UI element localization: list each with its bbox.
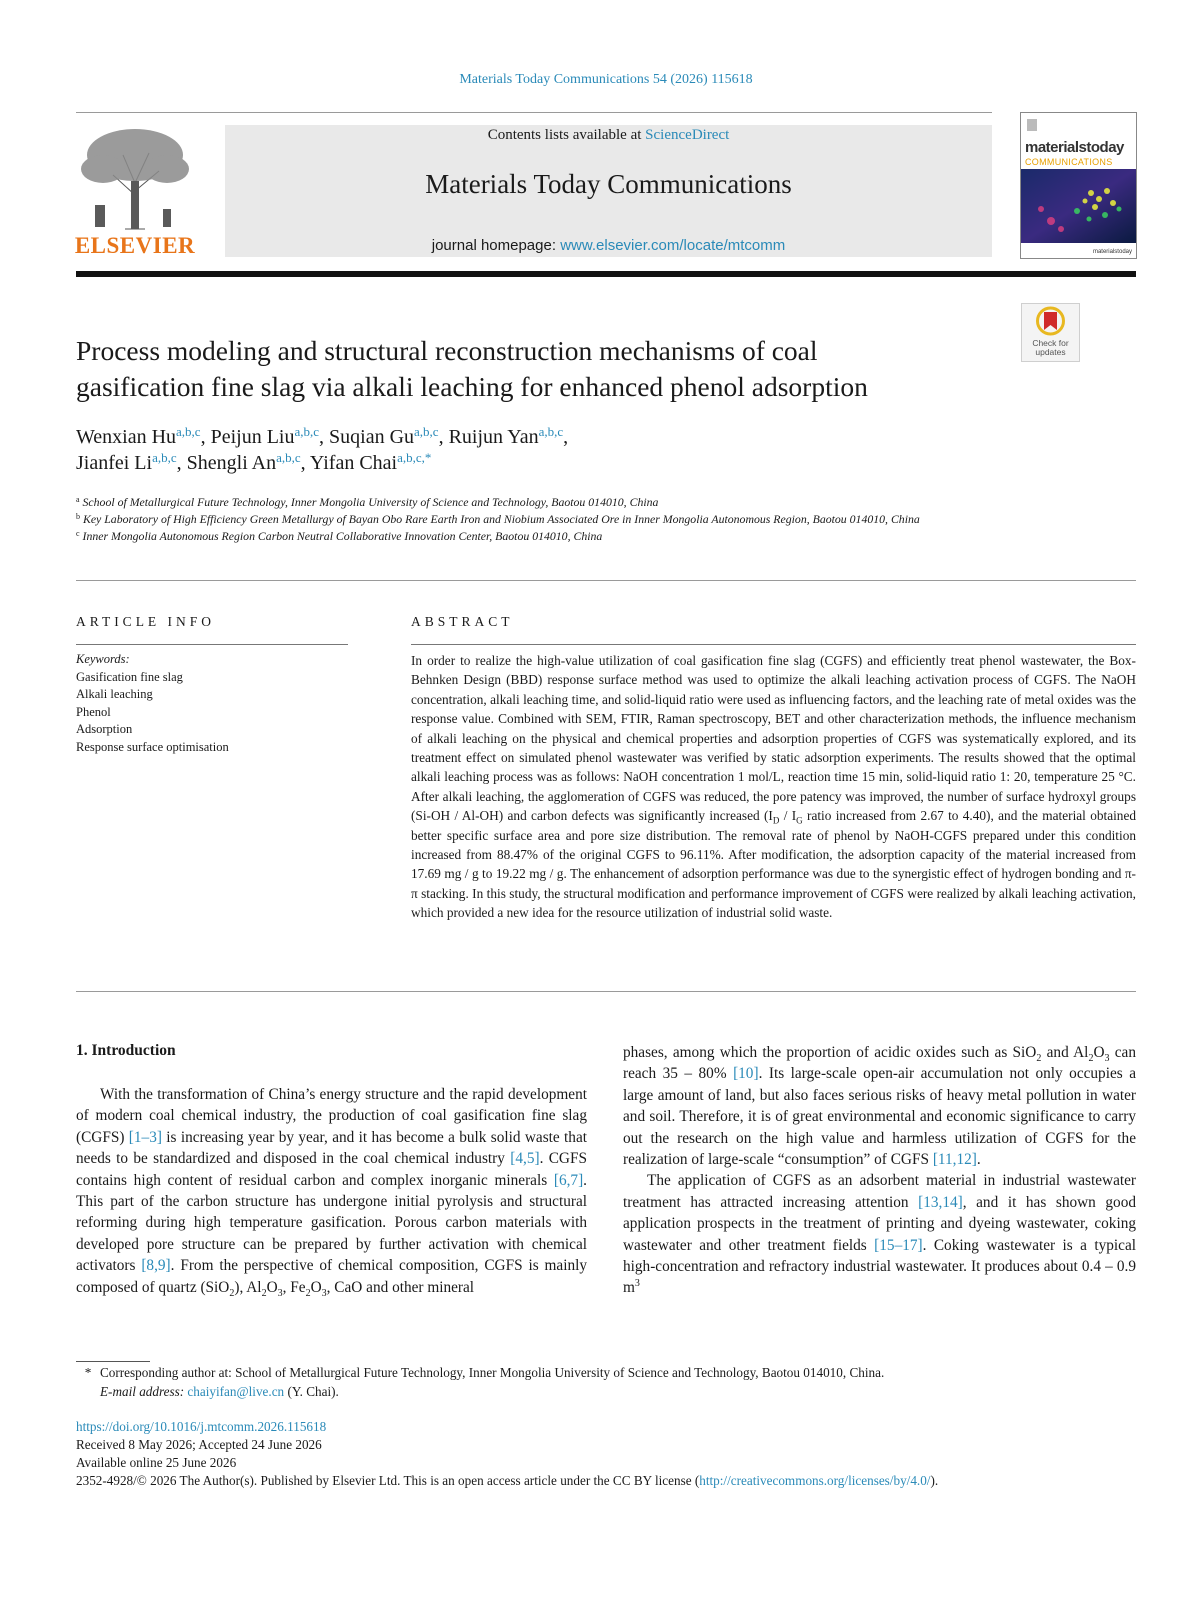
available-online: Available online 25 June 2026 (76, 1455, 237, 1470)
keyword-item: Phenol (76, 704, 111, 719)
affiliation-item (76, 494, 976, 511)
homepage-prefix: journal homepage: (431, 237, 561, 254)
author-affiliation-marks[interactable]: a,b,c,* (397, 450, 432, 465)
author-list (76, 424, 976, 476)
subscript: 2 (305, 1287, 311, 1299)
citation-link[interactable]: [10] (733, 1065, 759, 1083)
body-text: and Al (1041, 1044, 1089, 1061)
subscript: 2 (1088, 1053, 1094, 1065)
cover-corner-icon (1025, 117, 1041, 133)
body-text: . Coking wastewater is a typical high-concentration and refractory industrial wastewater. It produces about 0.4 – 0.9 m (623, 1236, 1136, 1297)
citation-link[interactable]: [6,7] (553, 1171, 584, 1189)
sciencedirect-link[interactable]: ScienceDirect (645, 127, 730, 143)
author-name[interactable]: Shengli An (186, 452, 277, 474)
check-for-updates-text (1022, 339, 1079, 357)
author-separator: , (300, 452, 310, 474)
contents-line (225, 127, 992, 144)
superscript: 3 (634, 1278, 640, 1290)
author-separator: , (438, 426, 449, 448)
subscript: 2 (229, 1287, 235, 1299)
email-line (76, 1382, 1136, 1401)
affiliation-text: School of Metallurgical Future Technology, Inner Mongolia University of Science and Technology, Baotou 014010, China (82, 495, 659, 509)
body-text: can reach 35 – 80% (623, 1044, 1136, 1083)
affiliation-mark: b (76, 512, 80, 521)
journal-banner (225, 125, 992, 257)
email-suffix: (Y. Chai). (284, 1384, 339, 1399)
abstract-subscript: D (772, 815, 780, 826)
abstract-part: ratio increased from 2.67 to 4.40), and the material obtained better specific surface area and pore size distribution. The removal rate of phenol by NaOH-CGFS prepared under this condition increased from 88.47% of the original CGFS to 96.11%. After modification, the adsorption capacity of the material increased from 17.69 mg / g to 19.22 mg / g. The enhancement of adsorption performance was due to the synergistic effect of hydrogen bonding and π-π stacking. In this study, the structural modification and performance improvement of CGFS were realized by alkali leaching activation, which provided a new idea for the resource utilization of industrial solid waste. (411, 808, 1136, 921)
affiliation-text: Inner Mongolia Autonomous Region Carbon Neutral Collaborative Innovation Center, Baotou 014010, China (82, 529, 603, 543)
abstract-part: In order to realize the high-value utilization of coal gasification fine slag (CGFS) and efficiently treat phenol wastewater, the Box-Behnken Design (BBD) response surface method was used to optimize the alkali leaching activation process of CGFS. The NaOH concentration, alkali leaching time, and solid-liquid ratio were used as influencing factors, and the leaching rate of metal oxides was the response value. Combined with SEM, FTIR, Raman spectroscopy, BET and other characterization methods, the influence mechanism of alkali leaching on the physical and chemical properties and adsorption properties of CGFS was systematically explored, and its treatment effect on simulated phenol wastewater was verified by static adsorption experiments. The results showed that the optimal alkali leaching process was as follows: NaOH concentration 1 mol/L, reaction time 15 min, solid-liquid ratio 1: 20, temperature 25 °C. After alkali leaching, the agglomeration of CGFS was reduced, the pore patency was improved, the number of surface hydroxyl groups (Si-OH / Al-OH) and carbon defects was significantly increased (I (411, 653, 1136, 824)
author-affiliation-marks[interactable]: a,b,c (414, 424, 439, 439)
subscript: 2 (1036, 1053, 1042, 1065)
abstract-text (411, 651, 1136, 923)
keyword-item: Adsorption (76, 722, 133, 736)
abstract-rule (411, 644, 1136, 645)
tree-icon (73, 125, 197, 233)
journal-cover[interactable] (1020, 112, 1137, 259)
license-suffix: ). (930, 1473, 939, 1488)
title-line2: gasification fine slag via alkali leaching for enhanced phenol adsorption (76, 371, 868, 402)
footnote-line (76, 1363, 1136, 1382)
header-rule (76, 112, 992, 113)
check-line1: Check for (1032, 338, 1069, 348)
journal-title: Materials Today Communications (425, 169, 792, 199)
body-text: ), Al (234, 1278, 262, 1296)
footnote-text: Corresponding author at: School of Metallurgical Future Technology, Inner Mongolia University of Science and Technology, Baotou 014010, China. (100, 1365, 885, 1380)
keywords-label: Keywords: (76, 652, 130, 666)
body-text: . This part of the carbon structure has undergone initial pyrolysis and structural reforming during high temperature gasification. Porous carbon materials with developed pore structure can be prepared by further activation with chemical activators (76, 1171, 587, 1275)
author-separator: , (563, 426, 569, 448)
homepage-link[interactable]: www.elsevier.com/locate/mtcomm (560, 237, 786, 254)
footnote-rule (76, 1361, 150, 1362)
body-column-right (623, 1042, 1136, 1299)
bookmark-icon (1022, 304, 1079, 340)
check-line2: updates (1035, 347, 1066, 357)
body-text: With the transformation of China’s energy structure and the rapid development of modern coal chemical industry, the production of coal gasification fine slag (CGFS) (76, 1086, 587, 1146)
subscript: 2 (261, 1287, 267, 1299)
body-text: O (266, 1278, 278, 1296)
abstract-end-rule (76, 991, 1136, 992)
abstract-heading: ABSTRACT (411, 614, 514, 629)
author-affiliation-marks[interactable]: a,b,c (276, 450, 301, 465)
abstract-part: / I (779, 808, 797, 824)
body-text: , CaO and other mineral (326, 1278, 475, 1296)
check-for-updates-badge[interactable] (1021, 303, 1080, 362)
body-text: , Fe (282, 1278, 306, 1296)
subscript: 3 (321, 1287, 327, 1299)
journal-reference[interactable]: Materials Today Communications 54 (2026) 115618 (459, 72, 753, 87)
license-link[interactable]: http://creativecommons.org/licenses/by/4.0/ (699, 1473, 931, 1488)
body-text: . From the perspective of chemical composition, CGFS is mainly composed of quartz (SiO (76, 1257, 587, 1296)
doi-link[interactable]: https://doi.org/10.1016/j.mtcomm.2026.115618 (76, 1419, 327, 1434)
license-prefix: 2352-4928/© 2026 The Author(s). Published by Elsevier Ltd. This is an open access article under the CC BY license ( (76, 1473, 700, 1488)
body-column-left (76, 1084, 587, 1298)
license-line (76, 1472, 1146, 1490)
body-text: . Its large-scale open-air accumulation not only occupies a large amount of land, but also faces serious risks of heavy metal pollution in water and soil. Therefore, it is of great environmental and economic significance to carry out the research on the high value and harmless utilization of CGFS for the realization of large-scale “consumption” of CGFS (623, 1065, 1136, 1169)
citation-link[interactable]: [13,14] (918, 1193, 963, 1211)
cover-mark: materialstoday (1092, 249, 1132, 255)
body-text: is increasing year by year, and it has become a bulk solid waste that needs to be standardized and disposed in the coal chemical industry (76, 1128, 587, 1168)
author-affiliation-marks[interactable]: a,b,c (176, 424, 201, 439)
body-paragraph (623, 1170, 1136, 1298)
body-text: The application of CGFS as an adsorbent material in industrial wastewater treatment has attracted increasing attention (623, 1172, 1136, 1211)
author-separator: , (176, 452, 187, 474)
affiliation-mark: a (76, 495, 80, 504)
subscript: 3 (1104, 1053, 1110, 1065)
abstract-subscript: G (796, 815, 803, 826)
author-name[interactable]: Ruijun Yan (448, 426, 539, 448)
body-text: , and it has shown good application prospects in the treatment of printing and dyeing wastewater, coking wastewater and other treatment fields (623, 1193, 1137, 1254)
author-separator: , (319, 426, 330, 448)
title-line1: Process modeling and structural reconstruction mechanisms of coal (76, 335, 818, 366)
citation-link[interactable]: [15–17] (874, 1236, 923, 1254)
keyword-item: Alkali leaching (76, 687, 153, 701)
elsevier-wordmark: ELSEVIER (74, 233, 196, 258)
article-info-heading: ARTICLE INFO (76, 614, 216, 629)
affiliation-mark: c (76, 529, 80, 538)
keyword-item: Gasification fine slag (76, 669, 183, 684)
section-heading-introduction: 1. Introduction (76, 1042, 176, 1059)
subscript: 3 (277, 1287, 283, 1299)
keyword-item: Response surface optimisation (76, 739, 229, 754)
footnote-star: * (84, 1365, 92, 1380)
author-affiliation-marks[interactable]: a,b,c (294, 424, 320, 439)
elsevier-logo (73, 125, 197, 259)
body-paragraph (623, 1042, 1136, 1170)
author-name[interactable]: Peijun Liu (210, 426, 295, 448)
body-text: . (976, 1151, 981, 1169)
body-text: O (310, 1278, 322, 1296)
received-dates: Received 8 May 2026; Accepted 24 June 2026 (76, 1437, 322, 1452)
citation-link[interactable]: [1–3] (128, 1128, 162, 1146)
affiliation-text: Key Laboratory of High Efficiency Green Metallurgy of Bayan Obo Rare Earth Iron and Niobium Associated Ore in Inner Mongolia Autonomous Region, Baotou 014010, China (82, 512, 920, 526)
author-name[interactable]: Wenxian Hu (76, 426, 177, 448)
header-thick-rule (76, 271, 1136, 277)
section-rule (76, 580, 1136, 581)
cover-image (1021, 169, 1136, 243)
cover-brand: materialstoday (1025, 139, 1124, 156)
body-text: O (1093, 1044, 1105, 1061)
author-name[interactable]: Jianfei Li (76, 452, 153, 474)
body-text: . CGFS contains high content of residual carbon and complex inorganic minerals (76, 1150, 587, 1189)
corresponding-author-footnote (76, 1363, 1136, 1401)
citation-link[interactable]: [4,5] (510, 1150, 540, 1168)
article-title (76, 333, 976, 405)
article-meta (76, 1418, 1146, 1490)
author-name[interactable]: Yifan Chai (309, 452, 398, 474)
homepage-line (225, 237, 992, 254)
body-text: phases, among which the proportion of acidic oxides such as SiO (623, 1044, 1037, 1061)
author-name[interactable]: Suqian Gu (329, 426, 415, 448)
affiliation-item (76, 528, 976, 545)
author-affiliation-marks[interactable]: a,b,c (152, 450, 177, 465)
email-label: E-mail address: (100, 1384, 188, 1399)
citation-link[interactable]: [8,9] (141, 1257, 171, 1275)
author-separator: , (200, 426, 211, 448)
author-affiliation-marks[interactable]: a,b,c (538, 424, 564, 439)
citation-link[interactable]: [11,12] (932, 1151, 977, 1169)
email-link[interactable]: chaiyifan@live.cn (187, 1384, 285, 1399)
keywords-block (76, 651, 356, 756)
cover-subtitle: COMMUNICATIONS (1025, 157, 1113, 167)
affiliation-item (76, 511, 976, 528)
affiliation-list (76, 494, 976, 545)
contents-prefix: Contents lists available at (487, 127, 646, 143)
article-info-rule (76, 644, 348, 645)
body-paragraph (76, 1084, 587, 1298)
